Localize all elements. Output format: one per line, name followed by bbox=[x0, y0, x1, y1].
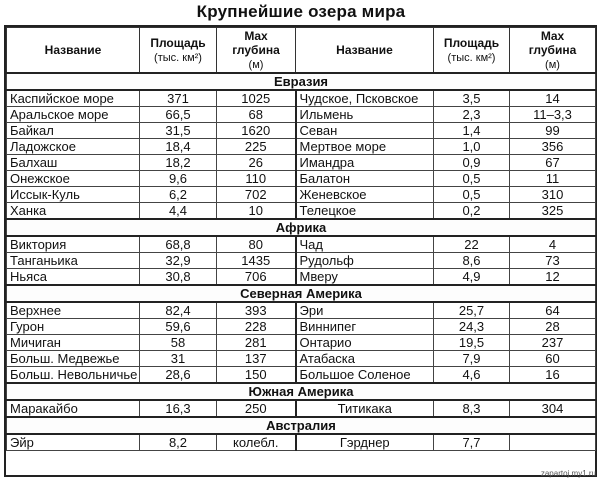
lake-depth-cell bbox=[510, 434, 596, 451]
lake-area-cell: 25,7 bbox=[434, 302, 510, 319]
lake-name-cell: Атабаска bbox=[296, 351, 434, 367]
region-name: Южная Америка bbox=[7, 383, 596, 400]
lake-area-cell: 30,8 bbox=[140, 269, 217, 286]
lake-name-cell: Мверу bbox=[296, 269, 434, 286]
lake-name-cell: Балатон bbox=[296, 171, 434, 187]
lake-area-cell: 22 bbox=[434, 236, 510, 253]
lake-name-cell: Аральское море bbox=[7, 107, 140, 123]
lake-depth-cell: 281 bbox=[217, 335, 296, 351]
lake-area-cell: 82,4 bbox=[140, 302, 217, 319]
lake-name-cell: Титикака bbox=[296, 400, 434, 417]
lake-depth-cell: 225 bbox=[217, 139, 296, 155]
lake-depth-cell: 60 bbox=[510, 351, 596, 367]
lake-area-cell: 371 bbox=[140, 90, 217, 107]
lake-depth-cell: 237 bbox=[510, 335, 596, 351]
watermark: zapartoj.my1.ru bbox=[540, 469, 596, 478]
lake-depth-cell: 28 bbox=[510, 319, 596, 335]
lake-name-cell: Эйр bbox=[7, 434, 140, 451]
lake-name-cell: Севан bbox=[296, 123, 434, 139]
lake-area-cell: 8,3 bbox=[434, 400, 510, 417]
table-row bbox=[7, 90, 596, 107]
lake-name-cell: Ильмень bbox=[296, 107, 434, 123]
lake-name-cell: Ладожское bbox=[7, 139, 140, 155]
lake-area-cell: 1,4 bbox=[434, 123, 510, 139]
lake-name-cell: Ханка bbox=[7, 203, 140, 220]
lake-depth-cell: 706 bbox=[217, 269, 296, 286]
lake-area-cell: 3,5 bbox=[434, 90, 510, 107]
lake-depth-cell: 250 bbox=[217, 400, 296, 417]
lake-depth-cell: 11–3,3 bbox=[510, 107, 596, 123]
lake-name-cell: Большое Соленое bbox=[296, 367, 434, 384]
lake-depth-cell: 310 bbox=[510, 187, 596, 203]
region-header-row bbox=[7, 383, 596, 400]
lake-depth-cell: 12 bbox=[510, 269, 596, 286]
lakes-table bbox=[6, 27, 596, 451]
lake-depth-cell: 73 bbox=[510, 253, 596, 269]
lake-depth-cell: 16 bbox=[510, 367, 596, 384]
table-row bbox=[7, 187, 596, 203]
table-body bbox=[7, 73, 596, 451]
lake-area-cell: 59,6 bbox=[140, 319, 217, 335]
region-name: Северная Америка bbox=[7, 285, 596, 302]
table-row bbox=[7, 253, 596, 269]
lake-name-cell: Больш. Медвежье bbox=[7, 351, 140, 367]
table-row bbox=[7, 107, 596, 123]
table-row bbox=[7, 155, 596, 171]
lake-name-cell: Онтарио bbox=[296, 335, 434, 351]
column-header-depth: Max глубина (м) bbox=[217, 28, 296, 74]
lake-depth-cell: 11 bbox=[510, 171, 596, 187]
lake-name-cell: Эри bbox=[296, 302, 434, 319]
column-header-area: Площадь (тыс. км²) bbox=[140, 28, 217, 74]
table-row bbox=[7, 319, 596, 335]
lake-name-cell: Чад bbox=[296, 236, 434, 253]
lakes-table-frame bbox=[4, 25, 597, 477]
lake-area-cell: 0,9 bbox=[434, 155, 510, 171]
table-row bbox=[7, 139, 596, 155]
lake-name-cell: Мичиган bbox=[7, 335, 140, 351]
lake-name-cell: Иссык-Куль bbox=[7, 187, 140, 203]
lake-name-cell: Гурон bbox=[7, 319, 140, 335]
lake-name-cell: Мертвое море bbox=[296, 139, 434, 155]
page-title: Крупнейшие озера мира bbox=[196, 2, 406, 21]
lake-depth-cell: 67 bbox=[510, 155, 596, 171]
lake-area-cell: 1,0 bbox=[434, 139, 510, 155]
lake-depth-cell: 1620 bbox=[217, 123, 296, 139]
lake-name-cell: Имандра bbox=[296, 155, 434, 171]
table-row bbox=[7, 203, 596, 220]
lake-name-cell: Маракайбо bbox=[7, 400, 140, 417]
lake-area-cell: 0,5 bbox=[434, 187, 510, 203]
table-row bbox=[7, 236, 596, 253]
lake-area-cell: 18,4 bbox=[140, 139, 217, 155]
region-name: Евразия bbox=[7, 73, 596, 90]
lake-name-cell: Телецкое bbox=[296, 203, 434, 220]
lake-area-cell: 68,8 bbox=[140, 236, 217, 253]
lake-area-cell: 7,9 bbox=[434, 351, 510, 367]
table-row bbox=[7, 367, 596, 384]
lake-name-cell: Каспийское море bbox=[7, 90, 140, 107]
table-row bbox=[7, 302, 596, 319]
lake-area-cell: 16,3 bbox=[140, 400, 217, 417]
lake-name-cell: Женевское bbox=[296, 187, 434, 203]
table-row bbox=[7, 335, 596, 351]
lake-depth-cell: 228 bbox=[217, 319, 296, 335]
lake-area-cell: 31,5 bbox=[140, 123, 217, 139]
region-name: Африка bbox=[7, 219, 596, 236]
lake-name-cell: Чудское, Псковское bbox=[296, 90, 434, 107]
lake-area-cell: 0,2 bbox=[434, 203, 510, 220]
lake-depth-cell: 14 bbox=[510, 90, 596, 107]
column-header-name-2: Название bbox=[296, 28, 434, 74]
lake-name-cell: Виннипег bbox=[296, 319, 434, 335]
lake-depth-cell: 110 bbox=[217, 171, 296, 187]
lake-area-cell: 28,6 bbox=[140, 367, 217, 384]
lake-area-cell: 7,7 bbox=[434, 434, 510, 451]
lake-depth-cell: 4 bbox=[510, 236, 596, 253]
lake-area-cell: 31 bbox=[140, 351, 217, 367]
region-header-row bbox=[7, 73, 596, 90]
lake-depth-cell: 393 bbox=[217, 302, 296, 319]
lake-depth-cell: 1025 bbox=[217, 90, 296, 107]
lake-area-cell: 58 bbox=[140, 335, 217, 351]
table-row bbox=[7, 123, 596, 139]
region-header-row bbox=[7, 219, 596, 236]
column-header-name: Название bbox=[7, 28, 140, 74]
lake-name-cell: Ньяса bbox=[7, 269, 140, 286]
lake-area-cell: 66,5 bbox=[140, 107, 217, 123]
lake-name-cell: Гэрднер bbox=[296, 434, 434, 451]
lake-depth-cell: 325 bbox=[510, 203, 596, 220]
table-row bbox=[7, 434, 596, 451]
table-header-row bbox=[7, 28, 596, 74]
lake-area-cell: 24,3 bbox=[434, 319, 510, 335]
lake-area-cell: 4,9 bbox=[434, 269, 510, 286]
lake-depth-cell: 137 bbox=[217, 351, 296, 367]
lake-area-cell: 18,2 bbox=[140, 155, 217, 171]
lake-area-cell: 19,5 bbox=[434, 335, 510, 351]
column-header-depth-2: Max глубина (м) bbox=[510, 28, 596, 74]
lake-name-cell: Байкал bbox=[7, 123, 140, 139]
table-row bbox=[7, 171, 596, 187]
lake-depth-cell: 1435 bbox=[217, 253, 296, 269]
lake-depth-cell: 80 bbox=[217, 236, 296, 253]
lake-area-cell: 9,6 bbox=[140, 171, 217, 187]
region-header-row bbox=[7, 417, 596, 434]
lake-area-cell: 0,5 bbox=[434, 171, 510, 187]
lake-area-cell: 4,4 bbox=[140, 203, 217, 220]
lake-depth-cell: 99 bbox=[510, 123, 596, 139]
lake-area-cell: 2,3 bbox=[434, 107, 510, 123]
lake-name-cell: Верхнее bbox=[7, 302, 140, 319]
lake-depth-cell: 702 bbox=[217, 187, 296, 203]
lake-name-cell: Больш. Невольничье bbox=[7, 367, 140, 384]
table-row bbox=[7, 351, 596, 367]
column-header-area-2: Площадь (тыс. км²) bbox=[434, 28, 510, 74]
lake-area-cell: 4,6 bbox=[434, 367, 510, 384]
lake-depth-cell: 68 bbox=[217, 107, 296, 123]
lake-name-cell: Виктория bbox=[7, 236, 140, 253]
lake-area-cell: 6,2 bbox=[140, 187, 217, 203]
lake-area-cell: 32,9 bbox=[140, 253, 217, 269]
lake-depth-cell: 64 bbox=[510, 302, 596, 319]
lake-area-cell: 8,2 bbox=[140, 434, 217, 451]
lake-depth-cell: колебл. bbox=[217, 434, 296, 451]
lake-name-cell: Онежское bbox=[7, 171, 140, 187]
lake-name-cell: Балхаш bbox=[7, 155, 140, 171]
lake-depth-cell: 304 bbox=[510, 400, 596, 417]
lake-depth-cell: 10 bbox=[217, 203, 296, 220]
lake-area-cell: 8,6 bbox=[434, 253, 510, 269]
lake-depth-cell: 26 bbox=[217, 155, 296, 171]
lake-name-cell: Танганьика bbox=[7, 253, 140, 269]
table-row bbox=[7, 269, 596, 286]
lake-depth-cell: 356 bbox=[510, 139, 596, 155]
lake-depth-cell: 150 bbox=[217, 367, 296, 384]
region-header-row bbox=[7, 285, 596, 302]
lake-name-cell: Рудольф bbox=[296, 253, 434, 269]
region-name: Австралия bbox=[7, 417, 596, 434]
table-row bbox=[7, 400, 596, 417]
